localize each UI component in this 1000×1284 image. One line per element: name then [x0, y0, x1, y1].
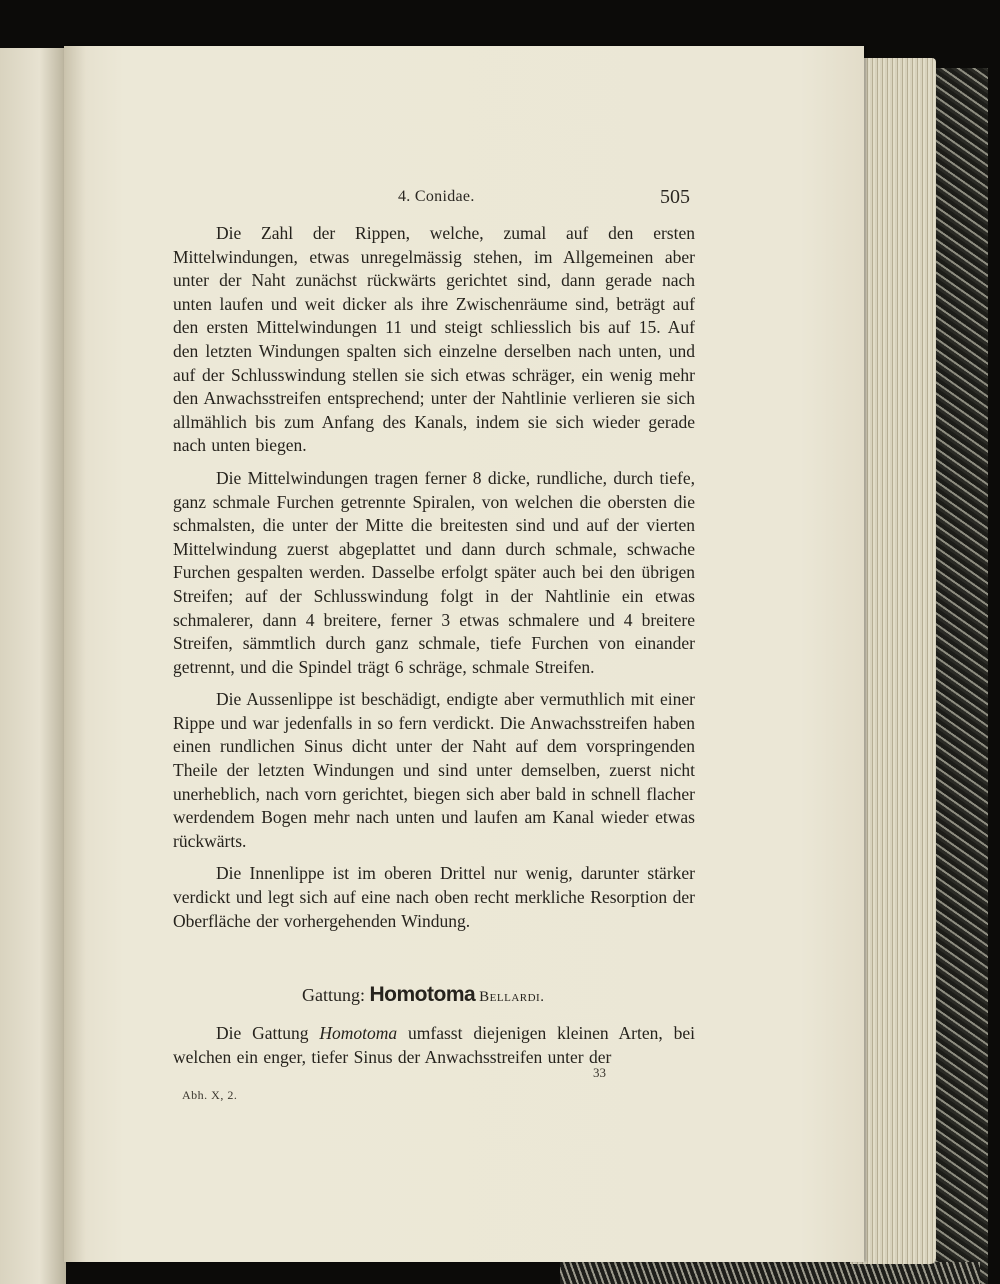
genus-rest: umfasst diejenigen kleinen Arten, bei welchen ein enger, tiefer Sinus der Anwachsstreifen unter der: [173, 1023, 695, 1067]
facing-page-edge: [0, 48, 66, 1284]
genus-name-italic: Homotoma: [319, 1023, 398, 1043]
heading-genus: Homotoma: [369, 983, 476, 1006]
paragraph-spirals: Die Mittelwindungen tragen ferner 8 dicke, rundliche, durch tiefe, ganz schmale Furchen getrennte Spiralen, von welchen die obersten die schmalsten, die unter der Mitte die breitesten sind und auf der vierten Mittelwindung zuerst abgeplattet und dann durch schmale, schwache Furchen gespalten werden. Dasselbe erfolgt später auch bei den übrigen Streifen; auf der Schlusswindung folgt in der Nahtlinie ein etwas schmalerer, dann 4 breitere, ferner 3 etwas schmalere und 4 breitere Streifen, sämmtlich durch ganz schmale, tiefe Furchen von einander getrennt, und die Spindel trägt 6 schräge, schmale Streifen.: [173, 467, 695, 677]
signature-mark: Abh. X, 2.: [182, 1088, 238, 1102]
page-number: 505: [660, 186, 690, 208]
body-text: [173, 222, 695, 942]
genus-description: [173, 1022, 695, 1069]
genus-intro: Die Gattung: [216, 1023, 320, 1043]
marbled-endpaper-bottom: [560, 1262, 980, 1284]
paragraph-ribs: Die Zahl der Rippen, welche, zumal auf den ersten Mittelwindungen, etwas unregelmässig stehen, im Allgemeinen aber unter der Naht zunächst rückwärts gerichtet sind, dann gerade nach unten laufen und weit dicker als ihre Zwischenräume sind, beträgt auf den ersten Mittelwindungen 11 und steigt schliesslich bis auf 15. Auf den letzten Windungen spalten sich einzelne derselben nach unten, und auf der Schlusswindung stellen sie sich etwas schräger, ein wenig mehr den Anwachsstreifen entsprechend; unter der Nahtlinie verlieren sie sich allmählich bis zum Anfang des Kanals, indem sie sich wieder gerade nach unten biegen.: [173, 223, 695, 456]
section-heading: [0, 983, 1000, 1013]
paragraph-outer-lip: Die Aussenlippe ist beschädigt, endigte aber vermuthlich mit einer Rippe und war jedenfalls in so fern verdickt. Die Anwachsstreifen haben einen rundlichen Sinus dicht unter der Naht auf dem vorspringenden Theile der letzten Windungen und sind unter demselben, zuerst nicht unerheblich, nach vorn gerichtet, biegen sich aber bald in schnell flacher werdendem Bogen mehr nach unten und laufen am Kanal wieder etwas rückwärts.: [173, 689, 695, 851]
heading-prefix: Gattung:: [302, 985, 370, 1005]
heading-author: Bellardi.: [479, 989, 545, 1005]
sheet-number: 33: [593, 1065, 606, 1080]
paragraph-inner-lip: Die Innenlippe ist im oberen Drittel nur wenig, darunter stärker verdickt und legt sich auf eine nach oben recht merkliche Resorption der Oberfläche der vorhergehenden Windung.: [173, 863, 695, 931]
paragraph-genus: [173, 1022, 695, 1069]
marbled-endpaper: [930, 68, 988, 1284]
running-title: 4. Conidae.: [398, 188, 475, 205]
page-header: [0, 188, 1000, 218]
